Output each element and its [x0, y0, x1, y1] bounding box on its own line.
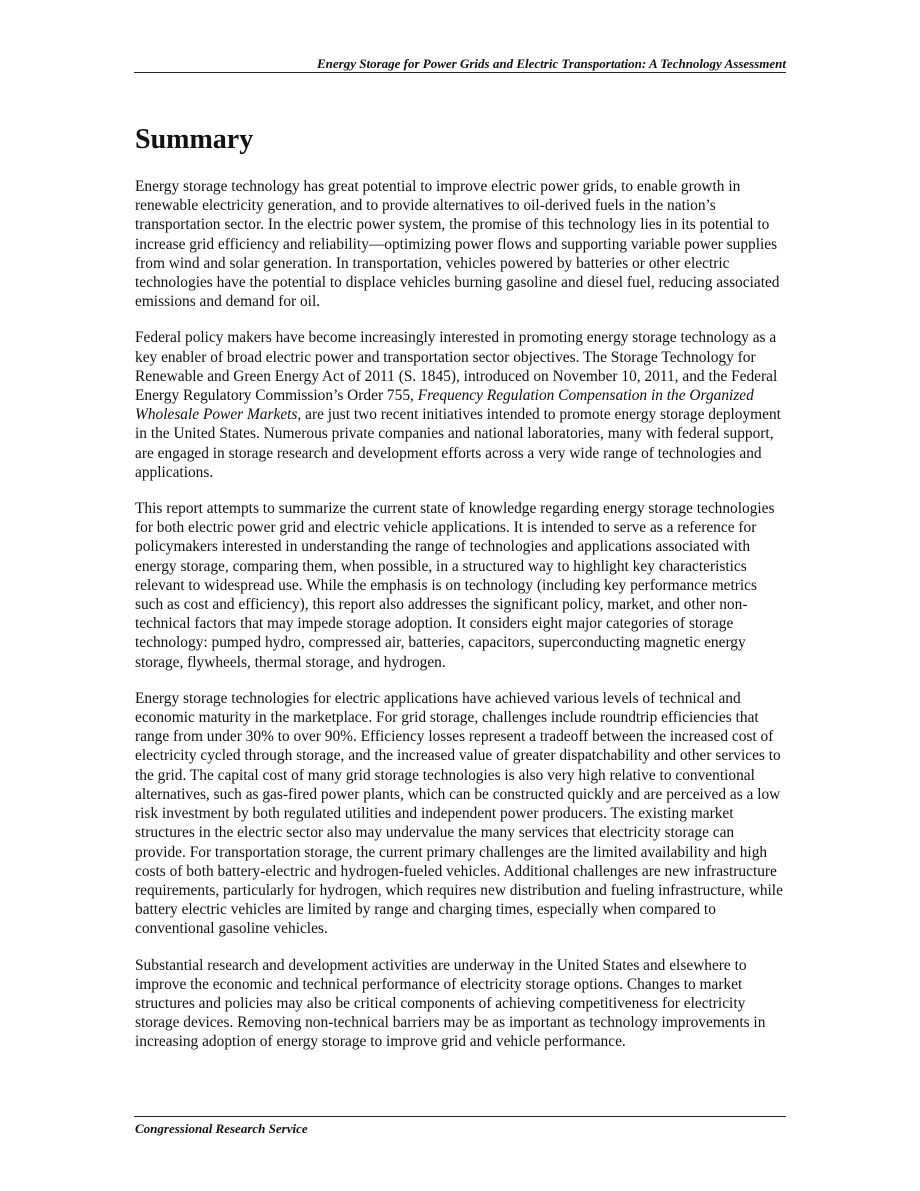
header-divider — [134, 72, 786, 73]
summary-body — [135, 177, 787, 1069]
paragraph-4: Energy storage technologies for electric applications have achieved various levels of technical and economic maturity in the marketplace. For grid storage, challenges include roundtrip efficiencies that range from under 30% to over 90%. Efficiency losses represent a tradeoff between the increased cost of electricity cycled through storage, and the increased value of greater dispatchability and other services to the grid. The capital cost of many grid storage technologies is also very high relative to conventional alternatives, such as gas-fired power plants, which can be constructed quickly and are perceived as a low risk investment by both regulated utilities and independent power producers. The existing market structures in the electric sector also may undervalue the many services that electricity storage can provide. For transportation storage, the current primary challenges are the limited availability and high costs of both battery-electric and hydrogen-fueled vehicles. Additional challenges are new infrastructure requirements, particularly for hydrogen, which requires new distribution and fueling infrastructure, while battery electric vehicles are limited by range and charging times, especially when compared to conventional gasoline vehicles. — [135, 689, 783, 938]
paragraph-2 — [135, 328, 787, 482]
paragraph-2-text-end: , are just two recent initiatives intended to promote energy storage deployment in the United States. Numerous private companies and national laboratories, many with federal support, are engaged in storage research and development efforts across a very wide range of technologies and applications. — [135, 406, 781, 481]
running-footer: Congressional Research Service — [135, 1121, 308, 1136]
running-header: Energy Storage for Power Grids and Electric Transportation: A Technology Assessment — [316, 56, 786, 71]
footer-divider — [134, 1116, 786, 1117]
paragraph-1: Energy storage technology has great potential to improve electric power grids, to enable growth in renewable electricity generation, and to provide alternatives to oil-derived fuels in the nation’s transportation sector. In the electric power system, the promise of this technology lies in its potential to increase grid efficiency and reliability—optimizing power flows and supporting variable power supplies from wind and solar generation. In transportation, vehicles powered by batteries or other electric technologies have the potential to displace vehicles burning gasoline and diesel fuel, reducing associated emissions and demand for oil. — [135, 178, 780, 311]
page-title: Summary — [135, 124, 254, 155]
paragraph-5: Substantial research and development activities are underway in the United States and elsewhere to improve the economic and technical performance of electricity storage options. Changes to market structures and policies may also be critical components of achieving competitiveness for electricity storage devices. Removing non-technical barriers may be as important as technology improvements in increasing adoption of energy storage to improve grid and vehicle performance. — [135, 956, 766, 1051]
paragraph-3: This report attempts to summarize the current state of knowledge regarding energy storage technologies for both electric power grid and electric vehicle applications. It is intended to serve as a reference for policymakers interested in understanding the range of technologies and applications associated with energy storage, comparing them, when possible, in a structured way to highlight key characteristics relevant to widespread use. While the emphasis is on technology (including key performance metrics such as cost and efficiency), this report also addresses the significant policy, market, and other non-technical factors that may impede storage adoption. It considers eight major categories of storage technology: pumped hydro, compressed air, batteries, capacitors, superconducting magnetic energy storage, flywheels, thermal storage, and hydrogen. — [135, 500, 775, 671]
paragraph-2-text-start: Federal policy makers have become increasingly interested in promoting energy storage technology as a key enabler of broad electric power and transportation sector objectives. The Storage Technology for Renewable and Green Energy Act of 2011 (S. 1845), introduced on November 10, 2011, and the Federal Energy Regulatory Commission’s Order 755, — [135, 329, 778, 405]
paragraph-2-italic-title: Frequency Regulation Compensation in the Organized Wholesale Power Markets — [135, 387, 754, 424]
